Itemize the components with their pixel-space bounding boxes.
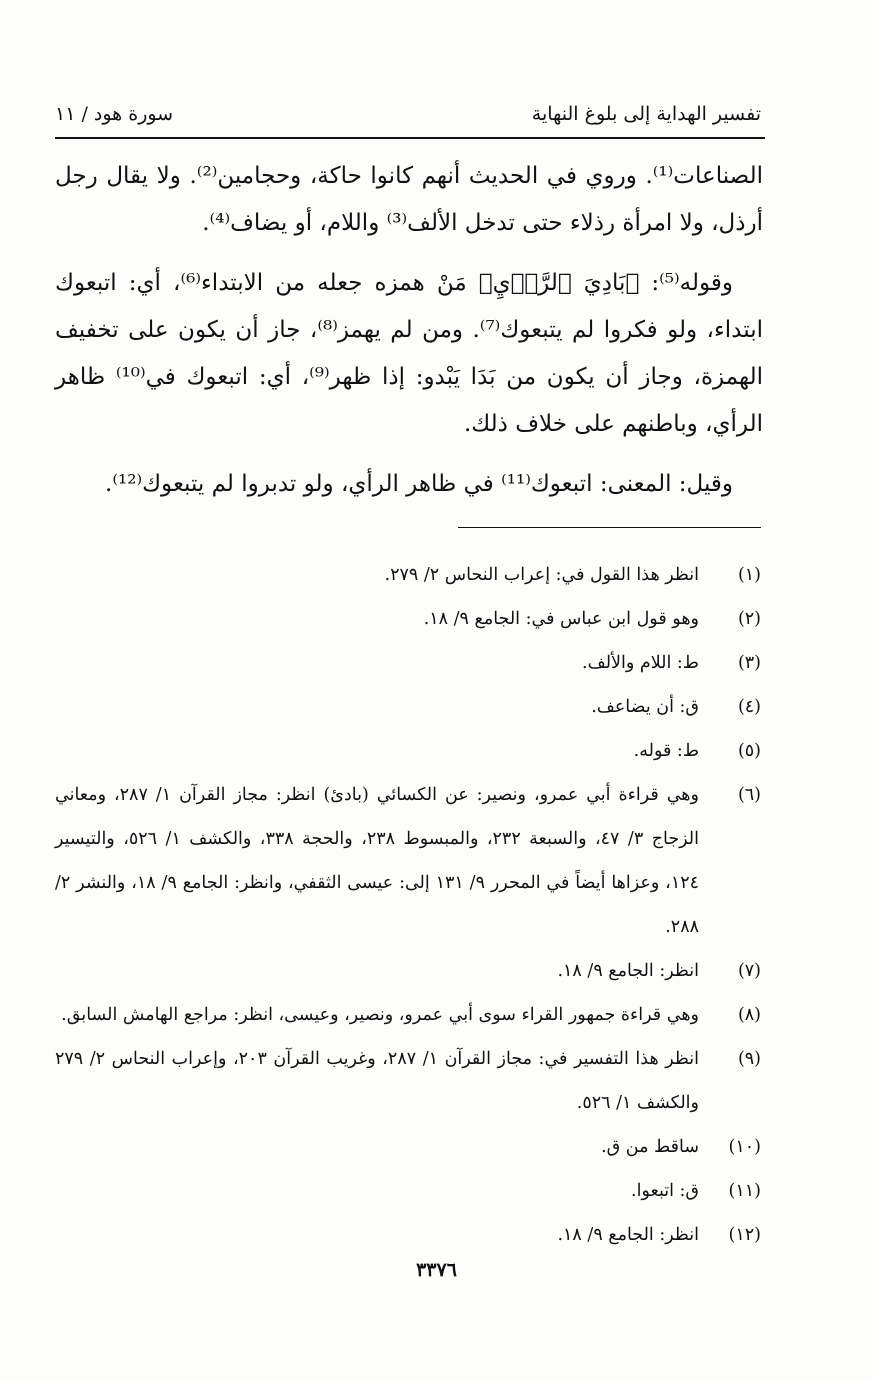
footnote: [55, 641, 761, 685]
footnote: [55, 949, 761, 993]
paragraph-3: وقيل: المعنى: اتبعوك⁽¹¹⁾ في ظاهر الرأي، ولو تدبروا لم يتبعوك⁽¹²⁾.: [105, 471, 733, 497]
book-title: تفسير الهداية إلى بلوغ النهاية: [531, 103, 761, 125]
footnote-number: (١): [737, 565, 761, 585]
footnote: [55, 1037, 761, 1125]
footnote-number: (٨): [737, 1005, 761, 1025]
footnote: [55, 685, 761, 729]
footnote: [55, 597, 761, 641]
footnote: [55, 993, 761, 1037]
footnote-divider: [458, 527, 761, 528]
footnote-number: (١١): [728, 1181, 761, 1201]
footnote-text: انظر: الجامع ٩/ ١٨.: [557, 1225, 699, 1245]
paragraph-2: وقوله⁽⁵⁾: ﴿بَادِيَ ٱلرَّأۡيِ﴾ مَنْ همزه جعله من الابتداء⁽⁶⁾، أي: اتبعوك ابتداء، ولو فكروا لم يتبعوك⁽⁷⁾. ومن لم يهمز⁽⁸⁾، جاز أن يكون على تخفيف الهمزة، وجاز أن يكون من بَدَا يَبْدو: إذا ظهر⁽⁹⁾، أي: اتبعوك في⁽¹⁰⁾ ظاهر الرأي، وباطنهم على خلاف ذلك.: [55, 270, 763, 437]
footnote-number: (٦): [737, 785, 761, 805]
footnote-text: انظر هذا التفسير في: مجاز القرآن ١/ ٢٨٧، وغريب القرآن ٢٠٣، وإعراب النحاس ٢/ ٢٧٩ والكشف ١/ ٥٢٦.: [55, 1049, 699, 1113]
footnote: [55, 1213, 761, 1257]
footnote-number: (٣): [737, 653, 761, 673]
footnote-text: ق: اتبعوا.: [631, 1181, 699, 1201]
footnote-number: (١٢): [728, 1225, 761, 1245]
footnote-number: (٤): [737, 697, 761, 717]
footnote-number: (٢): [737, 609, 761, 629]
footnote-text: ساقط من ق.: [601, 1137, 699, 1157]
footnote-text: وهي قراءة جمهور القراء سوى أبي عمرو، ونصير، وعيسى، انظر: مراجع الهامش السابق.: [61, 1005, 699, 1025]
footnote-number: (١٠): [728, 1137, 761, 1157]
page-number: ٣٣٧٦: [416, 1259, 457, 1281]
footnote: [55, 1169, 761, 1213]
footnotes-list: [55, 553, 761, 1257]
footnote-text: ط: قوله.: [633, 741, 699, 761]
footnote-number: (٥): [737, 741, 761, 761]
footnote: [55, 553, 761, 597]
footnote-text: ق: أن يضاعف.: [591, 697, 699, 717]
footnote-number: (٩): [737, 1049, 761, 1069]
footnote: [55, 729, 761, 773]
paragraph-1: الصناعات⁽¹⁾. وروي في الحديث أنهم كانوا حاكة، وحجامين⁽²⁾. ولا يقال رجل أرذل، ولا امرأة رذلاء حتى تدخل الألف⁽³⁾ واللام، أو يضاف⁽⁴⁾.: [55, 163, 763, 236]
footnote-text: انظر هذا القول في: إعراب النحاس ٢/ ٢٧٩.: [384, 565, 699, 585]
main-text: [55, 153, 763, 508]
footnote-number: (٧): [737, 961, 761, 981]
footnote-text: ط: اللام والألف.: [582, 653, 699, 673]
footnote-text: وهو قول ابن عباس في: الجامع ٩/ ١٨.: [423, 609, 699, 629]
running-header: [55, 96, 761, 132]
footnote-text: انظر: الجامع ٩/ ١٨.: [557, 961, 699, 981]
header-divider: [55, 137, 765, 139]
footnote: [55, 1125, 761, 1169]
footnote: [55, 773, 761, 949]
footnote-text: وهي قراءة أبي عمرو، ونصير: عن الكسائي (بادئ) انظر: مجاز القرآن ١/ ٢٨٧، ومعاني الزجاج ٣/ ٤٧، والسبعة ٢٣٢، والمبسوط ٢٣٨، والحجة ٣٣٨، والكشف ١/ ٥٢٦، والتيسير ١٢٤، وعزاها أيضاً في المحرر ٩/ ١٣١ إلى: عيسى الثقفي، وانظر: الجامع ٩/ ١٨، والنشر ٢/ ٢٨٨.: [55, 785, 700, 937]
surah-label: سورة هود / ١١: [55, 103, 174, 125]
